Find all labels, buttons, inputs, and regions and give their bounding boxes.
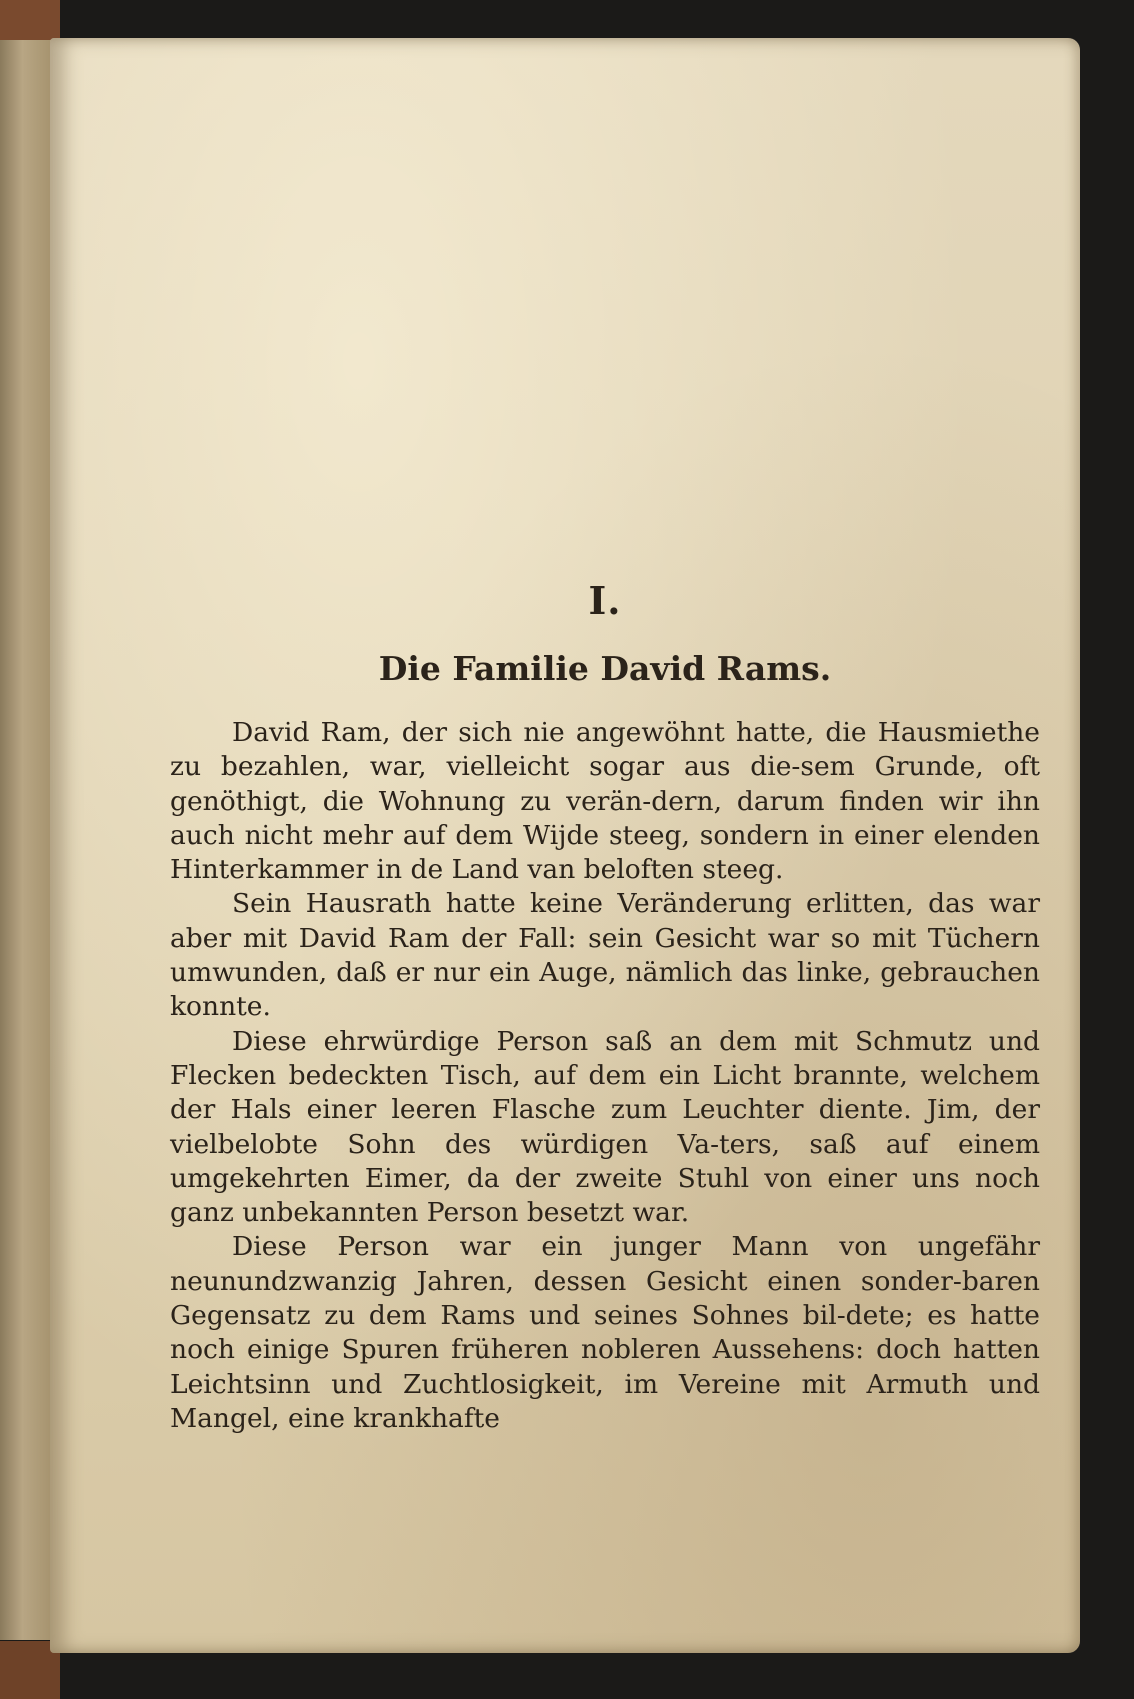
book-page	[50, 38, 1080, 1653]
page-text-block	[170, 578, 1040, 1436]
chapter-title: Die Familie David Rams.	[378, 649, 832, 688]
body-text	[170, 716, 1040, 1436]
paragraph-3: Diese ehrwürdige Person saß an dem mit Schmutz und Flecken bedeckten Tisch, auf dem ein Licht brannte, welchem der Hals einer leeren Flasche zum Leuchter diente. Jim, der vielbelobte Sohn des würdigen Va-ters, saß auf einem umgekehrten Eimer, da der zweite Stuhl von einer uns noch ganz unbekannten Person besetzt war.	[170, 1025, 1040, 1229]
paragraph-4: Diese Person war ein junger Mann von ungefähr neunundzwanzig Jahren, dessen Gesicht einen sonder-baren Gegensatz zu dem Rams und seines Sohnes bil-dete; es hatte noch einige Spuren früheren nobleren Aussehens: doch hatten Leichtsinn und Zuchtlosigkeit, im Vereine mit Armuth und Mangel, eine krankhafte	[170, 1231, 1040, 1434]
paragraph-1: David Ram, der sich nie angewöhnt hatte, die Hausmiethe zu bezahlen, war, vielleicht sogar aus die-sem Grunde, oft genöthigt, die Wohnung zu verän-dern, darum finden wir ihn auch nicht mehr auf dem Wijde steeg, sondern in einer elenden Hinterkammer in de Land van beloften steeg.	[170, 717, 1040, 886]
paragraph-2: Sein Hausrath hatte keine Veränderung erlitten, das war aber mit David Ram der Fall: sein Gesicht war so mit Tüchern umwunden, daß er nur ein Auge, nämlich das linke, gebrauchen konnte.	[170, 888, 1040, 1023]
chapter-number: I.	[588, 578, 622, 623]
previous-page-edge	[0, 40, 56, 1640]
